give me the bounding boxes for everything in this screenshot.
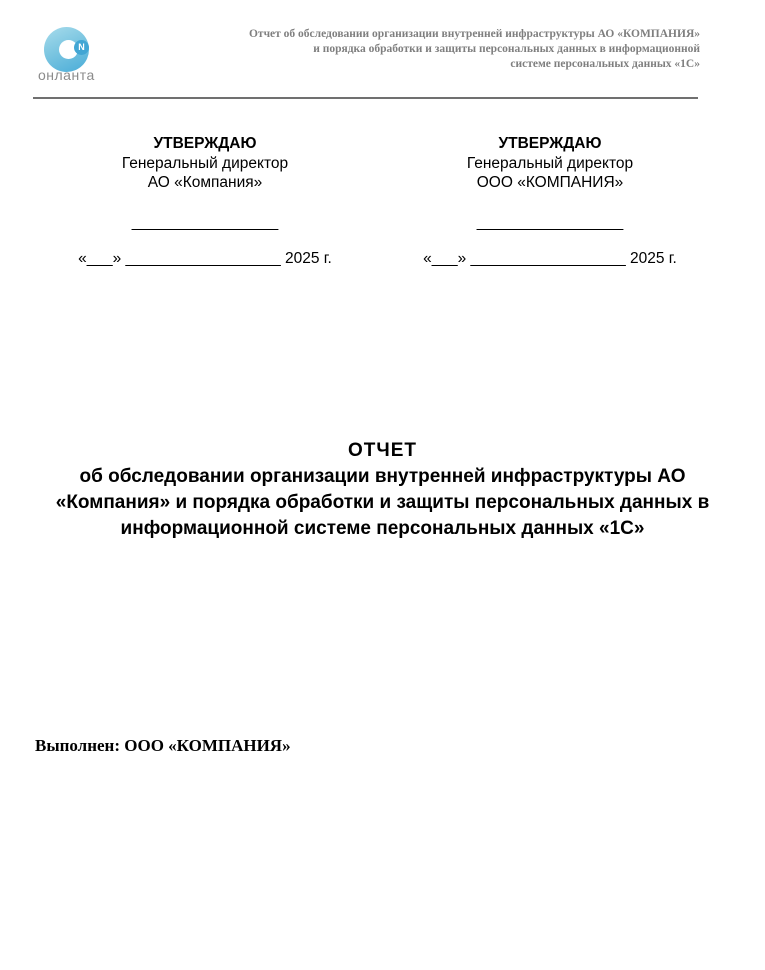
date-line: «___» __________________ 2025 г. — [78, 250, 332, 267]
performed-by: Выполнен: ООО «КОМПАНИЯ» — [35, 736, 291, 755]
company-logo — [38, 26, 108, 86]
logo-badge-icon — [74, 40, 89, 55]
approver-org: ООО «КОМПАНИЯ» — [476, 174, 624, 191]
document-header-line: и порядка обработки и защиты персональных данных в информационной — [313, 43, 700, 55]
signature-line: _________________ — [131, 213, 279, 231]
approve-label: УТВЕРЖДАЮ — [498, 135, 602, 152]
header-divider — [33, 97, 698, 99]
approver-role: Генеральный директор — [466, 154, 634, 172]
document-header — [240, 27, 700, 72]
report-title-line: об обследовании организации внутренней инфраструктуры АО — [79, 466, 686, 487]
report-title — [30, 438, 735, 542]
document-header-line: Отчет об обследовании организации внутренней инфраструктуры АО «КОМПАНИЯ» — [248, 28, 700, 40]
logo-circle-icon — [44, 27, 89, 72]
logo-badge-letter: N — [78, 42, 85, 52]
document-header-line: системе персональных данных «1С» — [510, 58, 700, 70]
report-title-heading: ОТЧЕТ — [347, 440, 417, 461]
report-title-line: информационной системе персональных данных «1С» — [120, 518, 645, 539]
signature-line: _________________ — [476, 213, 624, 231]
approver-role: Генеральный директор — [121, 154, 289, 172]
date-line: «___» __________________ 2025 г. — [423, 250, 677, 267]
approver-org: АО «Компания» — [147, 174, 263, 191]
approval-block-left — [70, 134, 340, 269]
approve-label: УТВЕРЖДАЮ — [153, 135, 257, 152]
brand-name: онланта — [38, 67, 95, 83]
report-title-line: «Компания» и порядка обработки и защиты персональных данных в — [55, 492, 710, 513]
approval-block-right — [415, 134, 685, 269]
